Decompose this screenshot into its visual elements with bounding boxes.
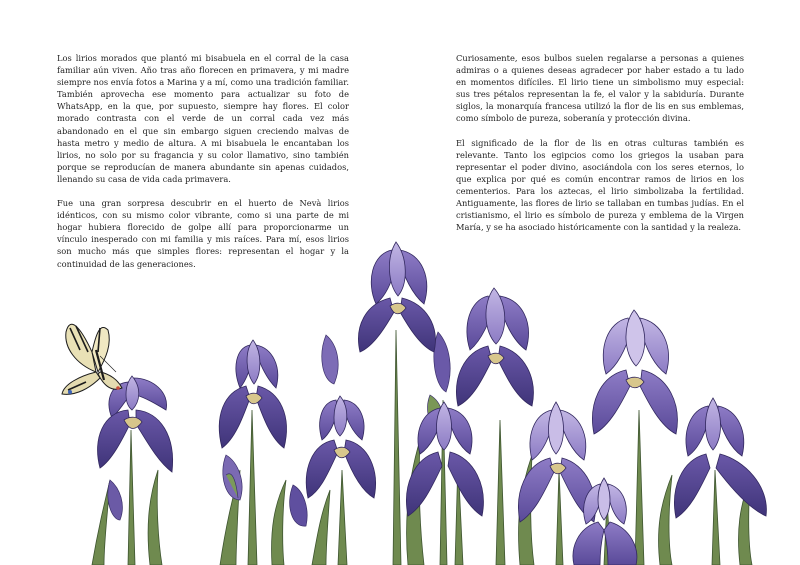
swallowtail-butterfly-icon [62, 324, 122, 394]
right-paragraph-2: El significado de la flor de lis en otras culturas también es relevante. Tanto los egipcios como los griegos la usaban para representar el poder divino, asociándola con los seres eternos, lo que explica por qué es común encontrar ramos de lirios en los cementerios. Para los aztecas, el lirio simbolizaba la fertilidad. Antiguamente, las flores de lirio se tallaban en tumbas judías. En el cristianismo, el lirio es símbolo de pureza y emblema de la Virgen María, y se ha asociado históricamente con la santidad y la realeza. [456, 137, 744, 233]
right-paragraph-1: Curiosamente, esos bulbos suelen regalarse a personas a quienes admiras o a quienes deseas agradecer por haber estado a tu lado en momentos difíciles. El lirio tiene un simbolismo muy especial: sus tres pétalos representan la fe, el valor y la sabiduría. Durante siglos, la monarquía francesa utilizó la flor de lis en sus emblemas, como símbolo de pureza, soberanía y protección divina. [456, 53, 744, 124]
iris-flower-3 [306, 396, 375, 498]
iris-flower-4 [358, 242, 435, 352]
iris-flower-6 [456, 288, 533, 406]
iris-flower-9 [674, 398, 766, 518]
iris-flower-1 [98, 376, 173, 472]
left-paragraph-1: Los lirios morados que plantó mi bisabuela en el corral de la casa familiar aún viven. Año tras año florecen en primavera, y mi madre siempre nos envía fotos a Marina y a mí, como una tradición familiar. También aprovecha ese momento para actualizar su foto de WhatsApp, en la que, por supuesto, siempre hay flores. El color morado contrasta con el verde de un corral cada vez más abandonado en el que sin embargo siguen creciendo malvas de hasta metro y medio de altura. A mi bisabuela le encantaban los lirios, no solo por su fragancia y su color llamativo, sino también porque se reproducían de manera abundante sin apenas cuidados, llenando su casa de vida cada primavera. [57, 53, 349, 184]
left-paragraph-2: Fue una gran sorpresa descubrir en el huerto de Nevà lirios idénticos, con su mismo color vibrante, como si una parte de mi hogar hubiera florecido de golpe allí para proporcionarme un vínculo inesperado con mi familia y mis raíces. Para mí, esos lirios son mucho más que simples flores: representan el hogar y la continuidad de las generaciones. [57, 198, 349, 269]
iris-flower-8 [592, 310, 677, 434]
